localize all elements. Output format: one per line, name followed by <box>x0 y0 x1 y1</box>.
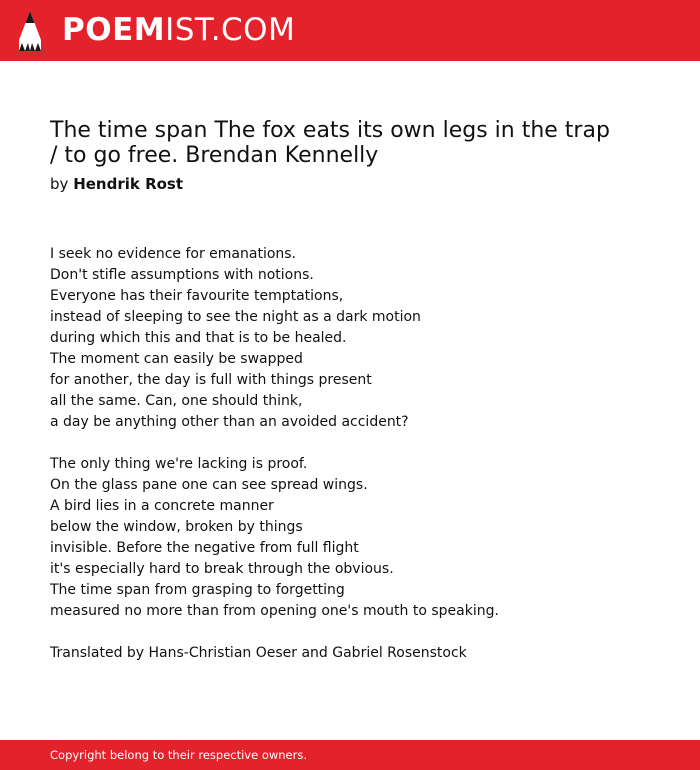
stanza-1 <box>50 244 421 433</box>
poem-line: invisible. Before the negative from full flight <box>50 540 359 556</box>
poem-line: below the window, broken by things <box>50 519 303 535</box>
poem-line: Don't stifle assumptions with notions. <box>50 267 314 283</box>
translation-credit: Translated by Hans-Christian Oeser and Gabriel Rosenstock <box>50 645 467 661</box>
poem-line: for another, the day is full with things present <box>50 372 372 388</box>
poem-line: during which this and that is to be healed. <box>50 330 347 346</box>
brand-light: IST.COM <box>165 12 296 48</box>
poem-line: measured no more than from opening one's mouth to speaking. <box>50 603 499 619</box>
poem-line: The moment can easily be swapped <box>50 351 303 367</box>
poem-line: The only thing we're lacking is proof. <box>50 456 308 472</box>
poem-line: it's especially hard to break through the obvious. <box>50 561 394 577</box>
by-label: by <box>50 175 69 193</box>
site-footer <box>0 740 700 770</box>
copyright-notice: Copyright belong to their respective owners. <box>50 748 308 762</box>
poem-line: instead of sleeping to see the night as a dark motion <box>50 309 421 325</box>
poem-title: The time span The fox eats its own legs in the trap / to go free. Brendan Kennelly <box>50 118 610 168</box>
poem-line: all the same. Can, one should think, <box>50 393 303 409</box>
poem-line: a day be anything other than an avoided accident? <box>50 414 409 430</box>
byline <box>50 175 183 193</box>
pen-nib-icon[interactable] <box>18 10 42 52</box>
poem-line: The time span from grasping to forgetting <box>50 582 345 598</box>
poem-line: A bird lies in a concrete manner <box>50 498 274 514</box>
poem-line: Everyone has their favourite temptations, <box>50 288 344 304</box>
author-name[interactable]: Hendrik Rost <box>73 175 184 193</box>
brand-bold: POEM <box>62 12 166 48</box>
site-logo-link[interactable] <box>62 12 295 48</box>
poem-line: I seek no evidence for emanations. <box>50 246 297 262</box>
poem-line: On the glass pane one can see spread wings. <box>50 477 368 493</box>
site-header <box>0 0 700 61</box>
stanza-2 <box>50 454 499 622</box>
